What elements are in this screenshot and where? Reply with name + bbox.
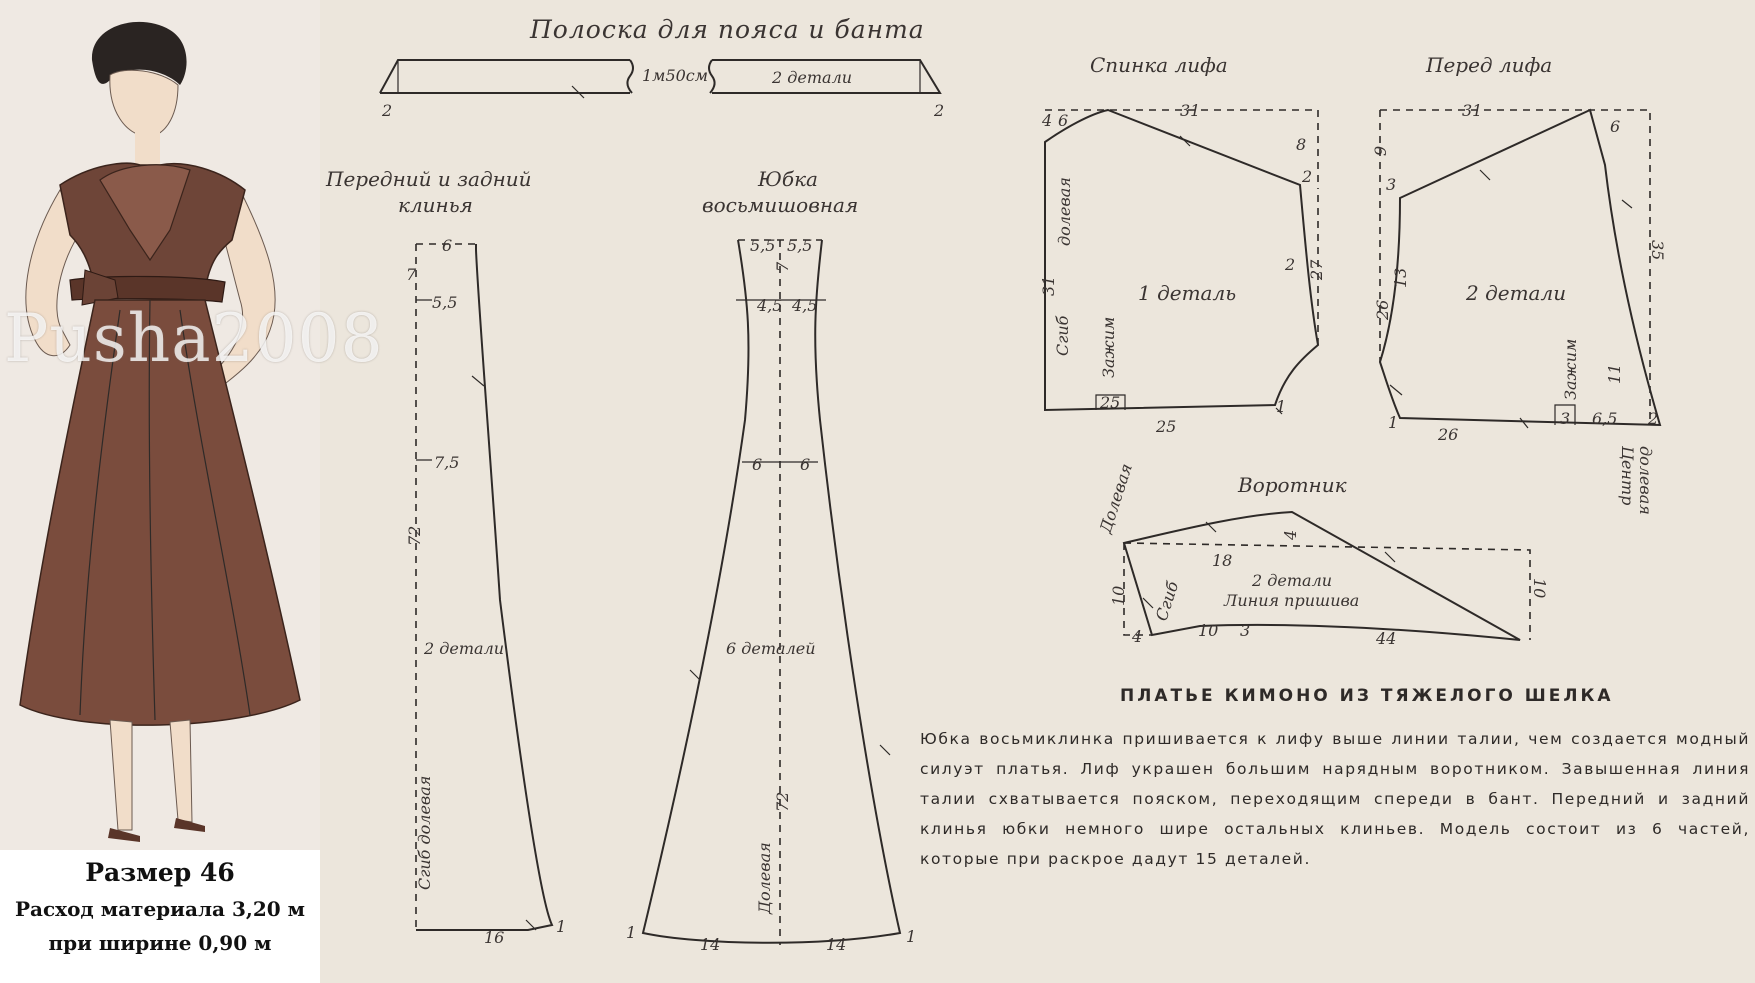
collar-left-h: 10 [1109,585,1128,606]
fabric-width-label: при ширине 0,90 м [48,931,272,955]
collar-b2: 10 [1198,621,1219,640]
skirt-grain: Долевая [755,842,774,914]
wedges-hem: 1 [556,917,567,936]
belt-length: 1м50см [642,66,709,85]
watermark: Pusha2008 [4,300,384,377]
back-neck-h: 4 [1042,111,1053,130]
wedges-count: 2 детали [424,639,505,658]
wedges-title-2: клинья [398,193,473,217]
skirt-length: 72 [773,791,792,812]
front-d2: 6,5 [1592,409,1618,428]
back-count: 1 деталь [1138,281,1237,305]
description-title: ПЛАТЬЕ КИМОНО ИЗ ТЯЖЕЛОГО ШЕЛКА [1120,686,1614,706]
collar-b3: 3 [1240,621,1251,640]
collar-title: Воротник [1238,473,1347,497]
back-length: 31 [1039,275,1058,296]
collar-count: 2 детали [1252,571,1333,590]
collar-b4: 44 [1376,629,1397,648]
back-side: 27 [1307,259,1326,280]
back-top: 31 [1180,101,1201,120]
front-bottom: 26 [1438,425,1459,444]
front-bodice-pattern [1371,53,1667,515]
collar-b1: 4 [1132,627,1143,646]
skirt-top-left: 5,5 [750,236,776,255]
belt-pattern [380,15,944,120]
back-arm2: 2 [1285,255,1296,274]
skirt-title-2: восьмишовная [702,193,859,217]
skirt-count: 6 деталей [726,639,816,658]
skirt-m0: 7 [773,261,792,272]
front-shoulder: 6 [1610,117,1621,136]
belt-end-right: 2 [934,101,945,120]
back-dart-w: 25 [1100,393,1121,412]
back-grain: долевая [1055,177,1074,246]
skirt-m1-right: 4,5 [792,296,818,315]
front-d3: 2 [1648,409,1659,428]
collar-seam: Линия пришива [1224,591,1360,610]
skirt-m1-left: 4,5 [757,296,783,315]
consumption-label: Расход материала 3,20 м [14,897,306,921]
wedges-length: 72 [405,525,424,546]
front-grain: долевая [1636,446,1655,515]
collar-fold: Сгиб [1151,578,1183,624]
description [920,686,1750,874]
back-bottom: 25 [1156,417,1177,436]
front-top: 31 [1462,101,1483,120]
back-dart: Зажим [1099,316,1118,378]
wedges-m3: 7,5 [434,453,460,472]
skirt-m2-left: 6 [752,455,763,474]
back-neck-w: 6 [1058,111,1069,130]
collar-pattern [1095,461,1549,648]
wedges-m1: 7 [406,265,417,284]
back-bodice-pattern [1039,53,1326,436]
belt-end-left: 2 [382,101,393,120]
skirt-title-1: Юбка [758,167,818,191]
belt-title: Полоска для пояса и банта [530,15,925,44]
back-corner: 1 [1276,397,1287,416]
collar-top: 18 [1212,551,1233,570]
collar-peak: 4 [1281,529,1300,540]
wedges-top: 6 [442,236,453,255]
wedges-fold: Сгиб долевая [415,775,434,890]
skirt-pattern [626,167,916,954]
front-side: 35 [1648,240,1667,261]
belt-count: 2 детали [772,68,853,87]
skirt-hem-right: 1 [906,927,917,946]
skirt-bottom-left: 14 [700,935,721,954]
skirt-hem-left: 1 [626,923,637,942]
skirt-top-right: 5,5 [787,236,813,255]
front-dart: Зажим [1561,338,1580,400]
wedges-title-1: Передний и задний [326,167,532,191]
wedges-bottom: 16 [484,928,505,947]
front-neck-d: 3 [1386,175,1397,194]
front-curve: 13 [1391,267,1410,288]
collar-grain: Долевая [1095,461,1136,536]
front-h: 11 [1605,363,1624,384]
size-label: Размер 46 [85,858,235,887]
back-title: Спинка лифа [1090,53,1228,77]
front-center: Центр [1618,446,1637,506]
description-text: Юбка восьмиклинка пришивается к лифу выше линии талии, чем создается модный силуэт платья. Лиф украшен большим нарядным воротником. Завышенная линия талии схватывается пояском, переходящим спереди в бант. Передний и задний клинья юбки немного шире остальных клиньев. Модель состоит из 6 частей, которые при раскрое дадут 15 деталей. [920,730,1750,868]
skirt-bottom-right: 14 [826,935,847,954]
front-count: 2 детали [1466,281,1567,305]
skirt-m2-right: 6 [800,455,811,474]
front-title: Перед лифа [1426,53,1553,77]
wedges-m2: 5,5 [432,293,458,312]
front-d1: 3 [1560,409,1571,428]
collar-right-h: 10 [1530,578,1549,599]
front-neck-h: 9 [1371,145,1390,156]
front-corner: 1 [1388,413,1399,432]
back-fold: Сгиб [1053,315,1072,356]
wedges-pattern [325,167,566,947]
back-shoulder: 8 [1296,135,1307,154]
back-arm1: 2 [1302,167,1313,186]
front-cf-len: 26 [1373,299,1392,320]
